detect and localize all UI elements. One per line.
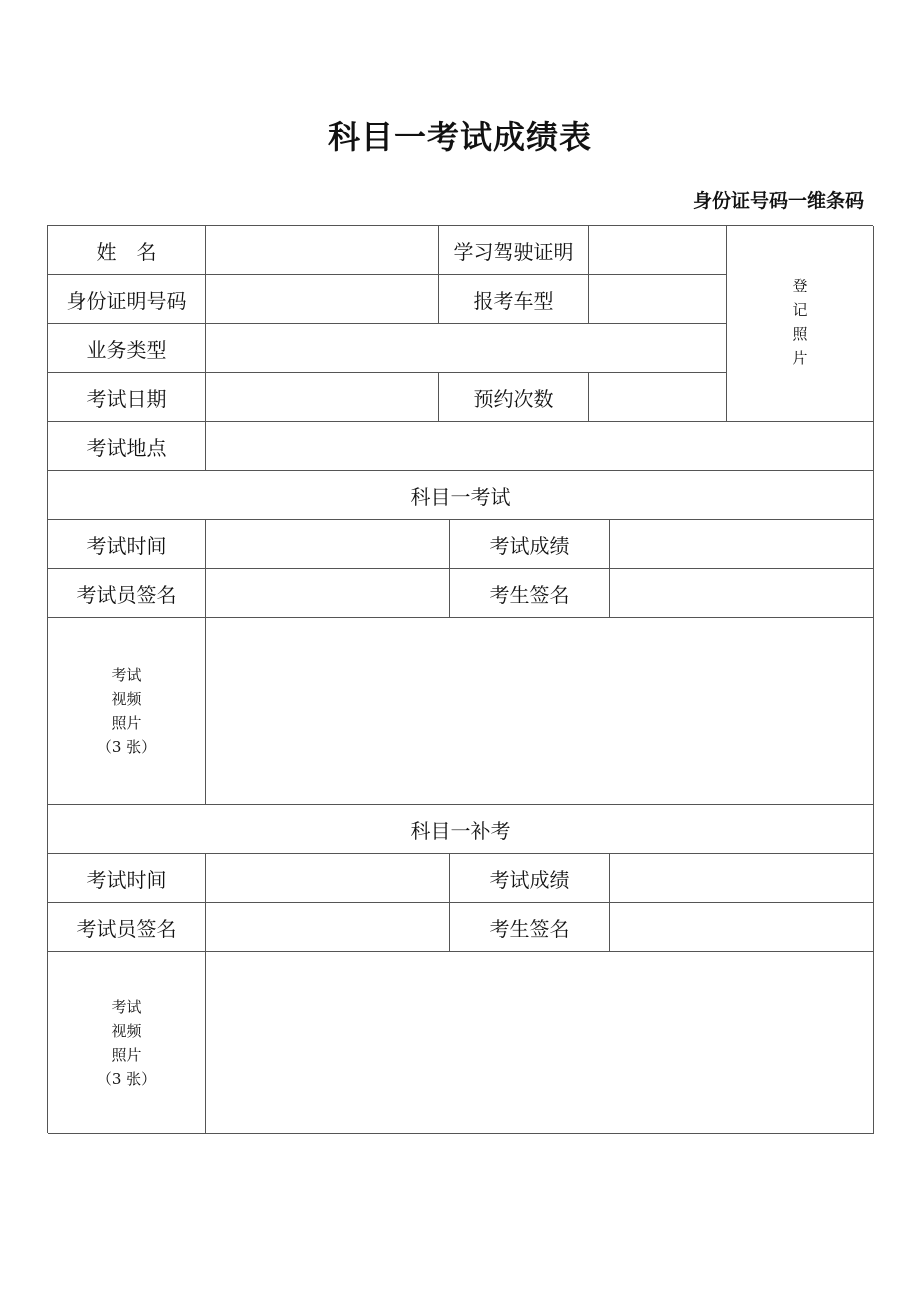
exam-examiner-sign-label: 考试员签名 bbox=[48, 569, 206, 618]
retake-media-line4: （3 张） bbox=[96, 1069, 157, 1088]
id-number-label: 身份证明号码 bbox=[48, 275, 206, 324]
exam-candidate-sign-field[interactable] bbox=[610, 569, 874, 618]
exam-media-field[interactable] bbox=[206, 618, 874, 805]
retake-candidate-sign-field[interactable] bbox=[610, 903, 874, 952]
retake-section-title: 科目一补考 bbox=[48, 805, 874, 854]
retake-time-label: 考试时间 bbox=[48, 854, 206, 903]
business-type-label: 业务类型 bbox=[48, 324, 206, 373]
retake-media-line2: 视频 bbox=[111, 1021, 142, 1040]
retake-examiner-sign-label: 考试员签名 bbox=[48, 903, 206, 952]
exam-location-field[interactable] bbox=[206, 422, 874, 471]
retake-media-line3: 照片 bbox=[111, 1045, 142, 1064]
exam-score-label: 考试成绩 bbox=[450, 520, 610, 569]
retake-score-label: 考试成绩 bbox=[450, 854, 610, 903]
exam-score-field[interactable] bbox=[610, 520, 874, 569]
vehicle-type-field[interactable] bbox=[589, 275, 727, 324]
exam-time-field[interactable] bbox=[206, 520, 450, 569]
exam-media-line1: 考试 bbox=[111, 666, 142, 684]
id-number-field[interactable] bbox=[206, 275, 439, 324]
exam-location-label: 考试地点 bbox=[48, 422, 206, 471]
retake-score-field[interactable] bbox=[610, 854, 874, 903]
exam-media-label bbox=[48, 618, 206, 805]
photo-label: 登记照片 bbox=[792, 277, 808, 367]
exam-media-line2: 视频 bbox=[111, 690, 142, 708]
vehicle-type-label: 报考车型 bbox=[439, 275, 589, 324]
score-form-table bbox=[47, 225, 873, 1133]
exam-candidate-sign-label: 考生签名 bbox=[450, 569, 610, 618]
appointment-count-field[interactable] bbox=[589, 373, 727, 422]
exam-examiner-sign-field[interactable] bbox=[206, 569, 450, 618]
retake-candidate-sign-label: 考生签名 bbox=[450, 903, 610, 952]
barcode-label: 身份证号码一维条码 bbox=[692, 190, 864, 212]
page-title: 科目一考试成绩表 bbox=[327, 118, 592, 156]
learner-permit-label: 学习驾驶证明 bbox=[439, 226, 589, 275]
exam-date-field[interactable] bbox=[206, 373, 439, 422]
retake-examiner-sign-field[interactable] bbox=[206, 903, 450, 952]
exam-date-label: 考试日期 bbox=[48, 373, 206, 422]
name-field[interactable] bbox=[206, 226, 439, 275]
exam-time-label: 考试时间 bbox=[48, 520, 206, 569]
appointment-count-label: 预约次数 bbox=[439, 373, 589, 422]
retake-media-line1: 考试 bbox=[111, 997, 142, 1016]
exam-section-title: 科目一考试 bbox=[48, 471, 874, 520]
learner-permit-field[interactable] bbox=[589, 226, 727, 275]
name-label: 姓 名 bbox=[48, 226, 206, 275]
retake-media-field[interactable] bbox=[206, 952, 874, 1134]
retake-media-label bbox=[48, 952, 206, 1134]
exam-media-line4: （3 张） bbox=[96, 738, 157, 756]
business-type-field[interactable] bbox=[206, 324, 727, 373]
retake-time-field[interactable] bbox=[206, 854, 450, 903]
exam-media-line3: 照片 bbox=[111, 714, 142, 732]
photo-cell[interactable] bbox=[727, 226, 874, 422]
